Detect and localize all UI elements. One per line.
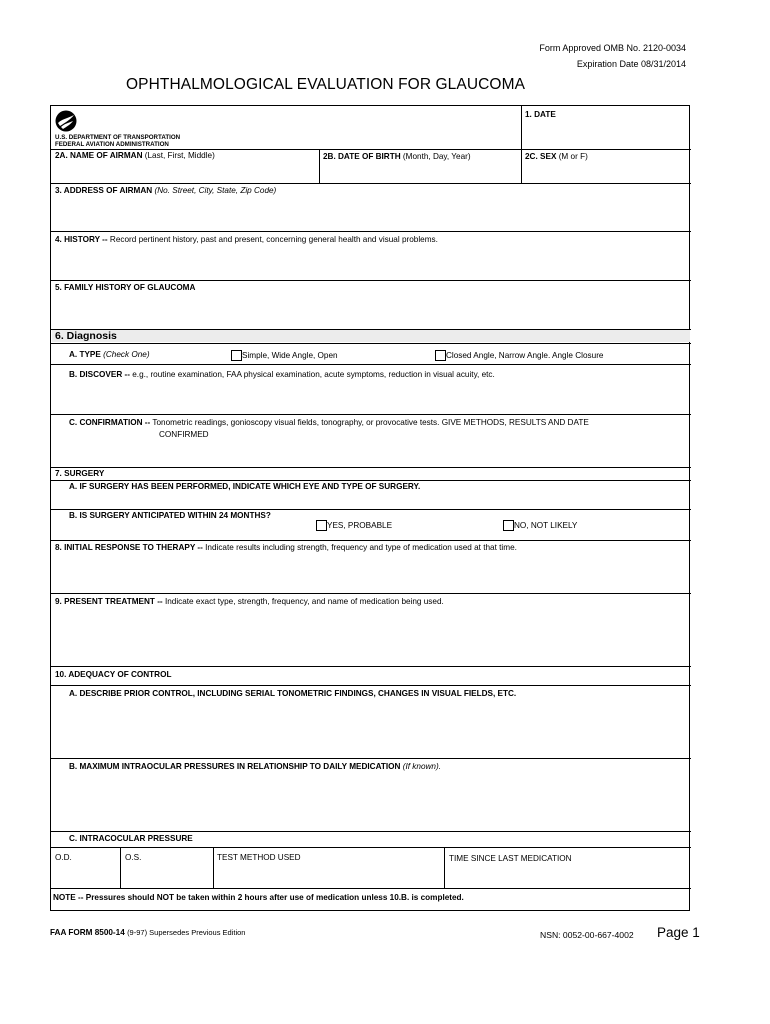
surgery-no-label: NO, NOT LIKELY — [514, 521, 578, 530]
sex-field[interactable] — [522, 161, 689, 182]
expiration-date: Expiration Date 08/31/2014 — [576, 59, 686, 69]
history-field[interactable] — [52, 247, 690, 279]
sex-label: 2C. SEX (M or F) — [525, 152, 588, 161]
dob-field[interactable] — [320, 161, 520, 182]
page-number: Page 1 — [657, 925, 700, 940]
surgery-yes-label: YES, PROBABLE — [327, 521, 393, 530]
os-label: O.S. — [125, 853, 142, 862]
od-field[interactable] — [52, 864, 119, 887]
family-history-label: 5. FAMILY HISTORY OF GLAUCOMA — [55, 283, 196, 292]
diagnosis-heading: 6. Diagnosis — [55, 330, 117, 342]
prior-control-label: A. DESCRIBE PRIOR CONTROL, INCLUDING SERIAL TONOMETRIC FINDINGS, CHANGES IN VISUAL FIELDS, ETC. — [69, 689, 517, 698]
dob-label: 2B. DATE OF BIRTH (Month, Day, Year) — [323, 152, 471, 161]
intraocular-pressure-label: C. INTRACOCULAR PRESSURE — [69, 834, 193, 843]
adequacy-heading: 10. ADEQUACY OF CONTROL — [55, 670, 172, 679]
history-label: 4. HISTORY -- Record pertinent history, past and present, concerning general health and visual problems. — [55, 235, 438, 244]
closed-angle-checkbox[interactable] — [435, 350, 446, 361]
date-field[interactable] — [522, 120, 689, 149]
agency-line-2: FEDERAL AVIATION ADMINISTRATION — [55, 141, 169, 148]
initial-response-label: 8. INITIAL RESPONSE TO THERAPY -- Indicate results including strength, frequency and type of medication used at that time. — [55, 543, 517, 552]
date-label: 1. DATE — [525, 110, 556, 119]
surgery-performed-label: A. IF SURGERY HAS BEEN PERFORMED, INDICATE WHICH EYE AND TYPE OF SURGERY. — [69, 482, 421, 491]
nsn-number: NSN: 0052-00-667-4002 — [540, 930, 634, 940]
form-body — [50, 105, 690, 911]
discover-field[interactable] — [52, 382, 690, 413]
agency-line-1: U.S. DEPARTMENT OF TRANSPORTATION — [55, 134, 181, 141]
address-field[interactable] — [52, 198, 690, 230]
address-label: 3. ADDRESS OF AIRMAN (No. Street, City, State, Zip Code) — [55, 186, 277, 195]
time-since-medication-label: TIME SINCE LAST MEDICATION — [449, 854, 572, 863]
initial-response-field[interactable] — [52, 555, 690, 592]
simple-wide-angle-label: Simple, Wide Angle, Open — [242, 351, 338, 360]
family-history-field[interactable] — [52, 295, 690, 328]
form-number: FAA FORM 8500-14 (9-97) Supersedes Previous Edition — [50, 928, 246, 937]
dot-logo-icon — [55, 110, 77, 132]
surgery-no-checkbox[interactable] — [503, 520, 514, 531]
surgery-heading: 7. SURGERY — [55, 469, 105, 478]
omb-number: Form Approved OMB No. 2120-0034 — [539, 43, 686, 53]
discover-label: B. DISCOVER -- e.g., routine examination, FAA physical examination, acute symptoms, reduction in visual acuity, etc. — [69, 370, 495, 379]
test-method-label: TEST METHOD USED — [217, 853, 301, 862]
os-field[interactable] — [121, 864, 212, 887]
max-pressure-label: B. MAXIMUM INTRAOCULAR PRESSURES IN RELATIONSHIP TO DAILY MEDICATION (If known). — [69, 762, 441, 771]
pressure-note: NOTE -- Pressures should NOT be taken within 2 hours after use of medication unless 10.B. is completed. — [53, 893, 464, 902]
confirmation-label: C. CONFIRMATION -- Tonometric readings, gonioscopy visual fields, tonography, or provocative tests. GIVE METHODS, RESULTS AND DATE — [69, 418, 589, 427]
airman-name-field[interactable] — [52, 161, 318, 182]
od-label: O.D. — [55, 853, 72, 862]
test-method-field[interactable] — [214, 864, 443, 887]
closed-angle-label: Closed Angle, Narrow Angle. Angle Closure — [446, 351, 604, 360]
type-label: A. TYPE (Check One) — [69, 350, 150, 359]
max-pressure-field[interactable] — [52, 774, 690, 829]
surgery-anticipated-label: B. IS SURGERY ANTICIPATED WITHIN 24 MONTHS? — [69, 511, 271, 520]
confirmation-field[interactable] — [52, 442, 690, 466]
prior-control-field[interactable] — [52, 701, 690, 756]
airman-name-label: 2A. NAME OF AIRMAN (Last, First, Middle) — [55, 151, 215, 160]
present-treatment-field[interactable] — [52, 609, 690, 664]
present-treatment-label: 9. PRESENT TREATMENT -- Indicate exact type, strength, frequency, and name of medication being used. — [55, 597, 444, 606]
simple-wide-angle-checkbox[interactable] — [231, 350, 242, 361]
surgery-yes-checkbox[interactable] — [316, 520, 327, 531]
page-title: OPHTHALMOLOGICAL EVALUATION FOR GLAUCOMA — [126, 76, 526, 93]
confirmation-label-cont: CONFIRMED — [159, 430, 209, 439]
time-since-medication-field[interactable] — [445, 864, 689, 887]
